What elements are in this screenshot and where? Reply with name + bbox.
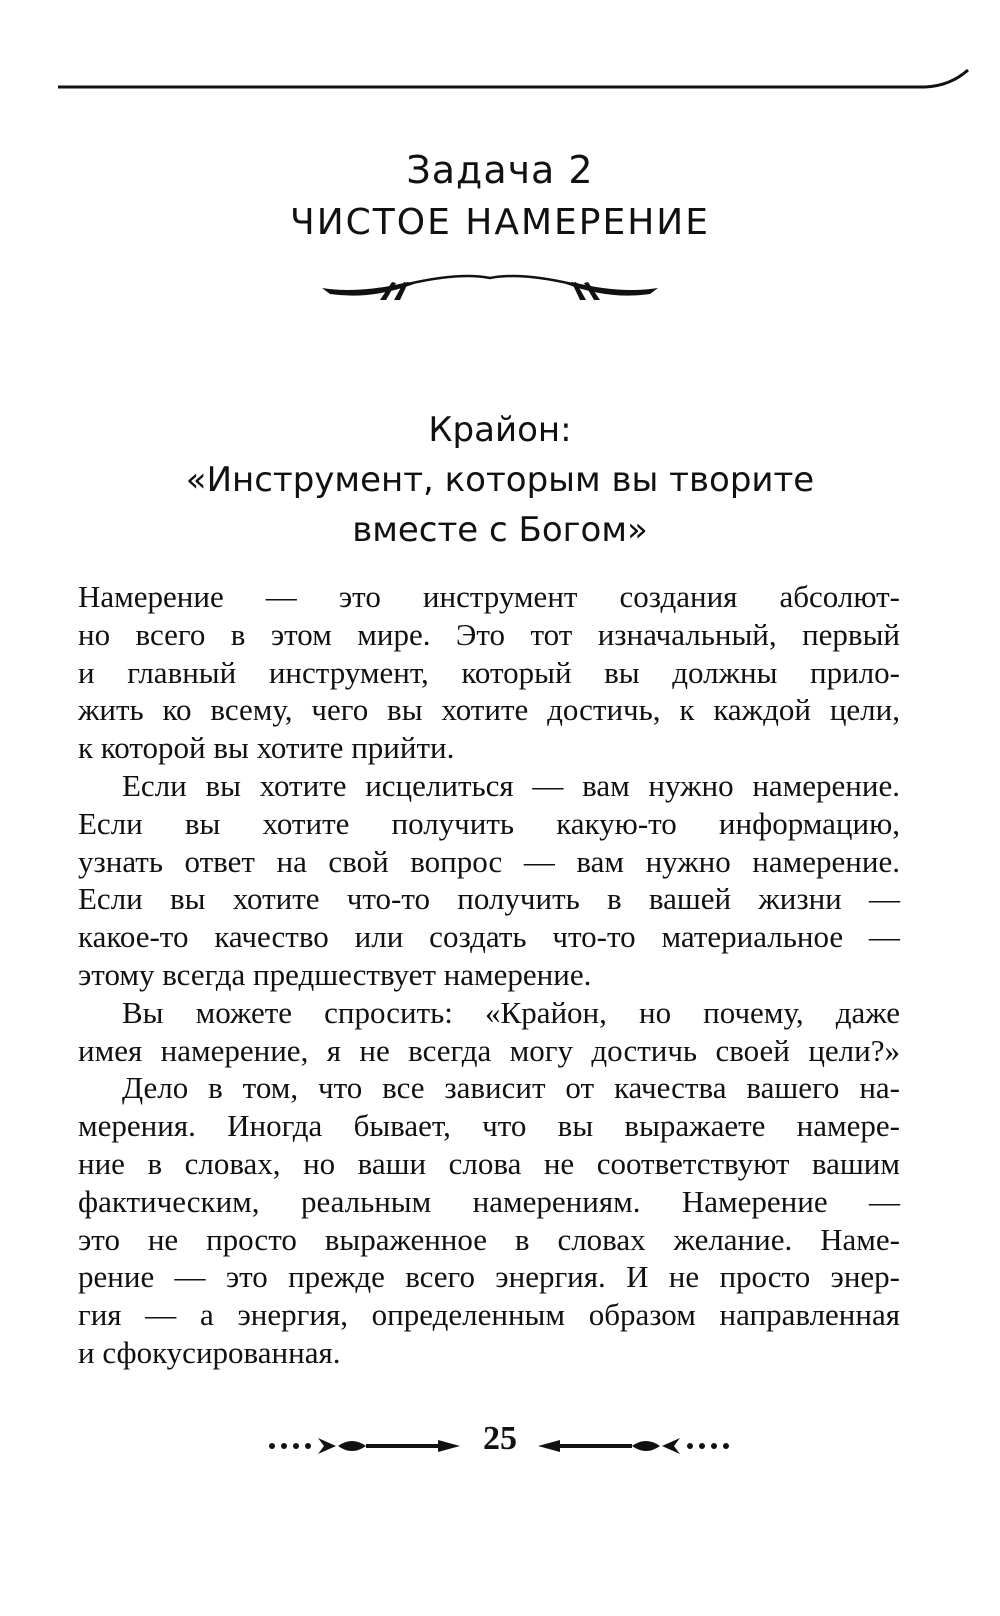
body-line: рение — это прежде всего энергия. И не просто энер- — [78, 1259, 900, 1295]
subtitle-line: «Инструмент, которым вы творите — [185, 460, 815, 500]
body-line: фактическим, реальным намерениям. Намерение — — [78, 1183, 900, 1219]
subtitle-line: Крайон: — [428, 410, 572, 450]
body-line: Дело в том, что все зависит от качества вашего на- — [122, 1070, 900, 1106]
body-line: Если вы хотите что-то получить в вашей жизни — — [78, 881, 900, 917]
body-line: мерения. Иногда бывает, что вы выражаете намере- — [78, 1108, 900, 1144]
body-text — [78, 578, 900, 1372]
body-line: Если вы хотите получить какую-то информацию, — [78, 805, 900, 841]
body-line: жить ко всему, чего вы хотите достичь, к каждой цели, — [78, 692, 900, 728]
body-line: Вы можете спросить: «Крайон, но почему, даже — [122, 994, 900, 1030]
page-number: 25 — [483, 1420, 517, 1457]
body-line: какое-то качество или создать что-то материальное — — [78, 919, 900, 955]
section-subtitle — [80, 405, 920, 555]
body-line: Намерение — это инструмент создания абсолют- — [78, 579, 900, 614]
flourish-ornament-icon — [320, 270, 660, 310]
body-line: к которой вы хотите прийти. — [78, 730, 455, 766]
body-line: ние в словах, но ваши слова не соответствуют вашим — [78, 1145, 900, 1181]
body-line: и главный инструмент, который вы должны прило- — [78, 654, 900, 690]
body-line: Если вы хотите исцелиться — вам нужно намерение. — [122, 767, 900, 803]
body-line: и сфокусированная. — [78, 1334, 341, 1370]
body-line: но всего в этом мире. Это тот изначальный, первый — [78, 616, 900, 652]
header-rule — [0, 60, 1000, 100]
body-line: имея намерение, я не всегда могу достичь своей цели?» — [78, 1032, 900, 1068]
body-line: гия — а энергия, определенным образом направленная — [78, 1297, 900, 1333]
chapter-title: ЧИСТОЕ НАМЕРЕНИЕ — [290, 202, 710, 243]
chapter-number: Задача 2 — [406, 148, 594, 192]
body-line: это не просто выраженное в словах желание. Наме- — [78, 1221, 900, 1257]
body-line: узнать ответ на свой вопрос — вам нужно намерение. — [78, 843, 900, 879]
body-line: этому всегда предшествует намерение. — [78, 956, 592, 992]
subtitle-line: вместе с Богом» — [352, 510, 648, 550]
